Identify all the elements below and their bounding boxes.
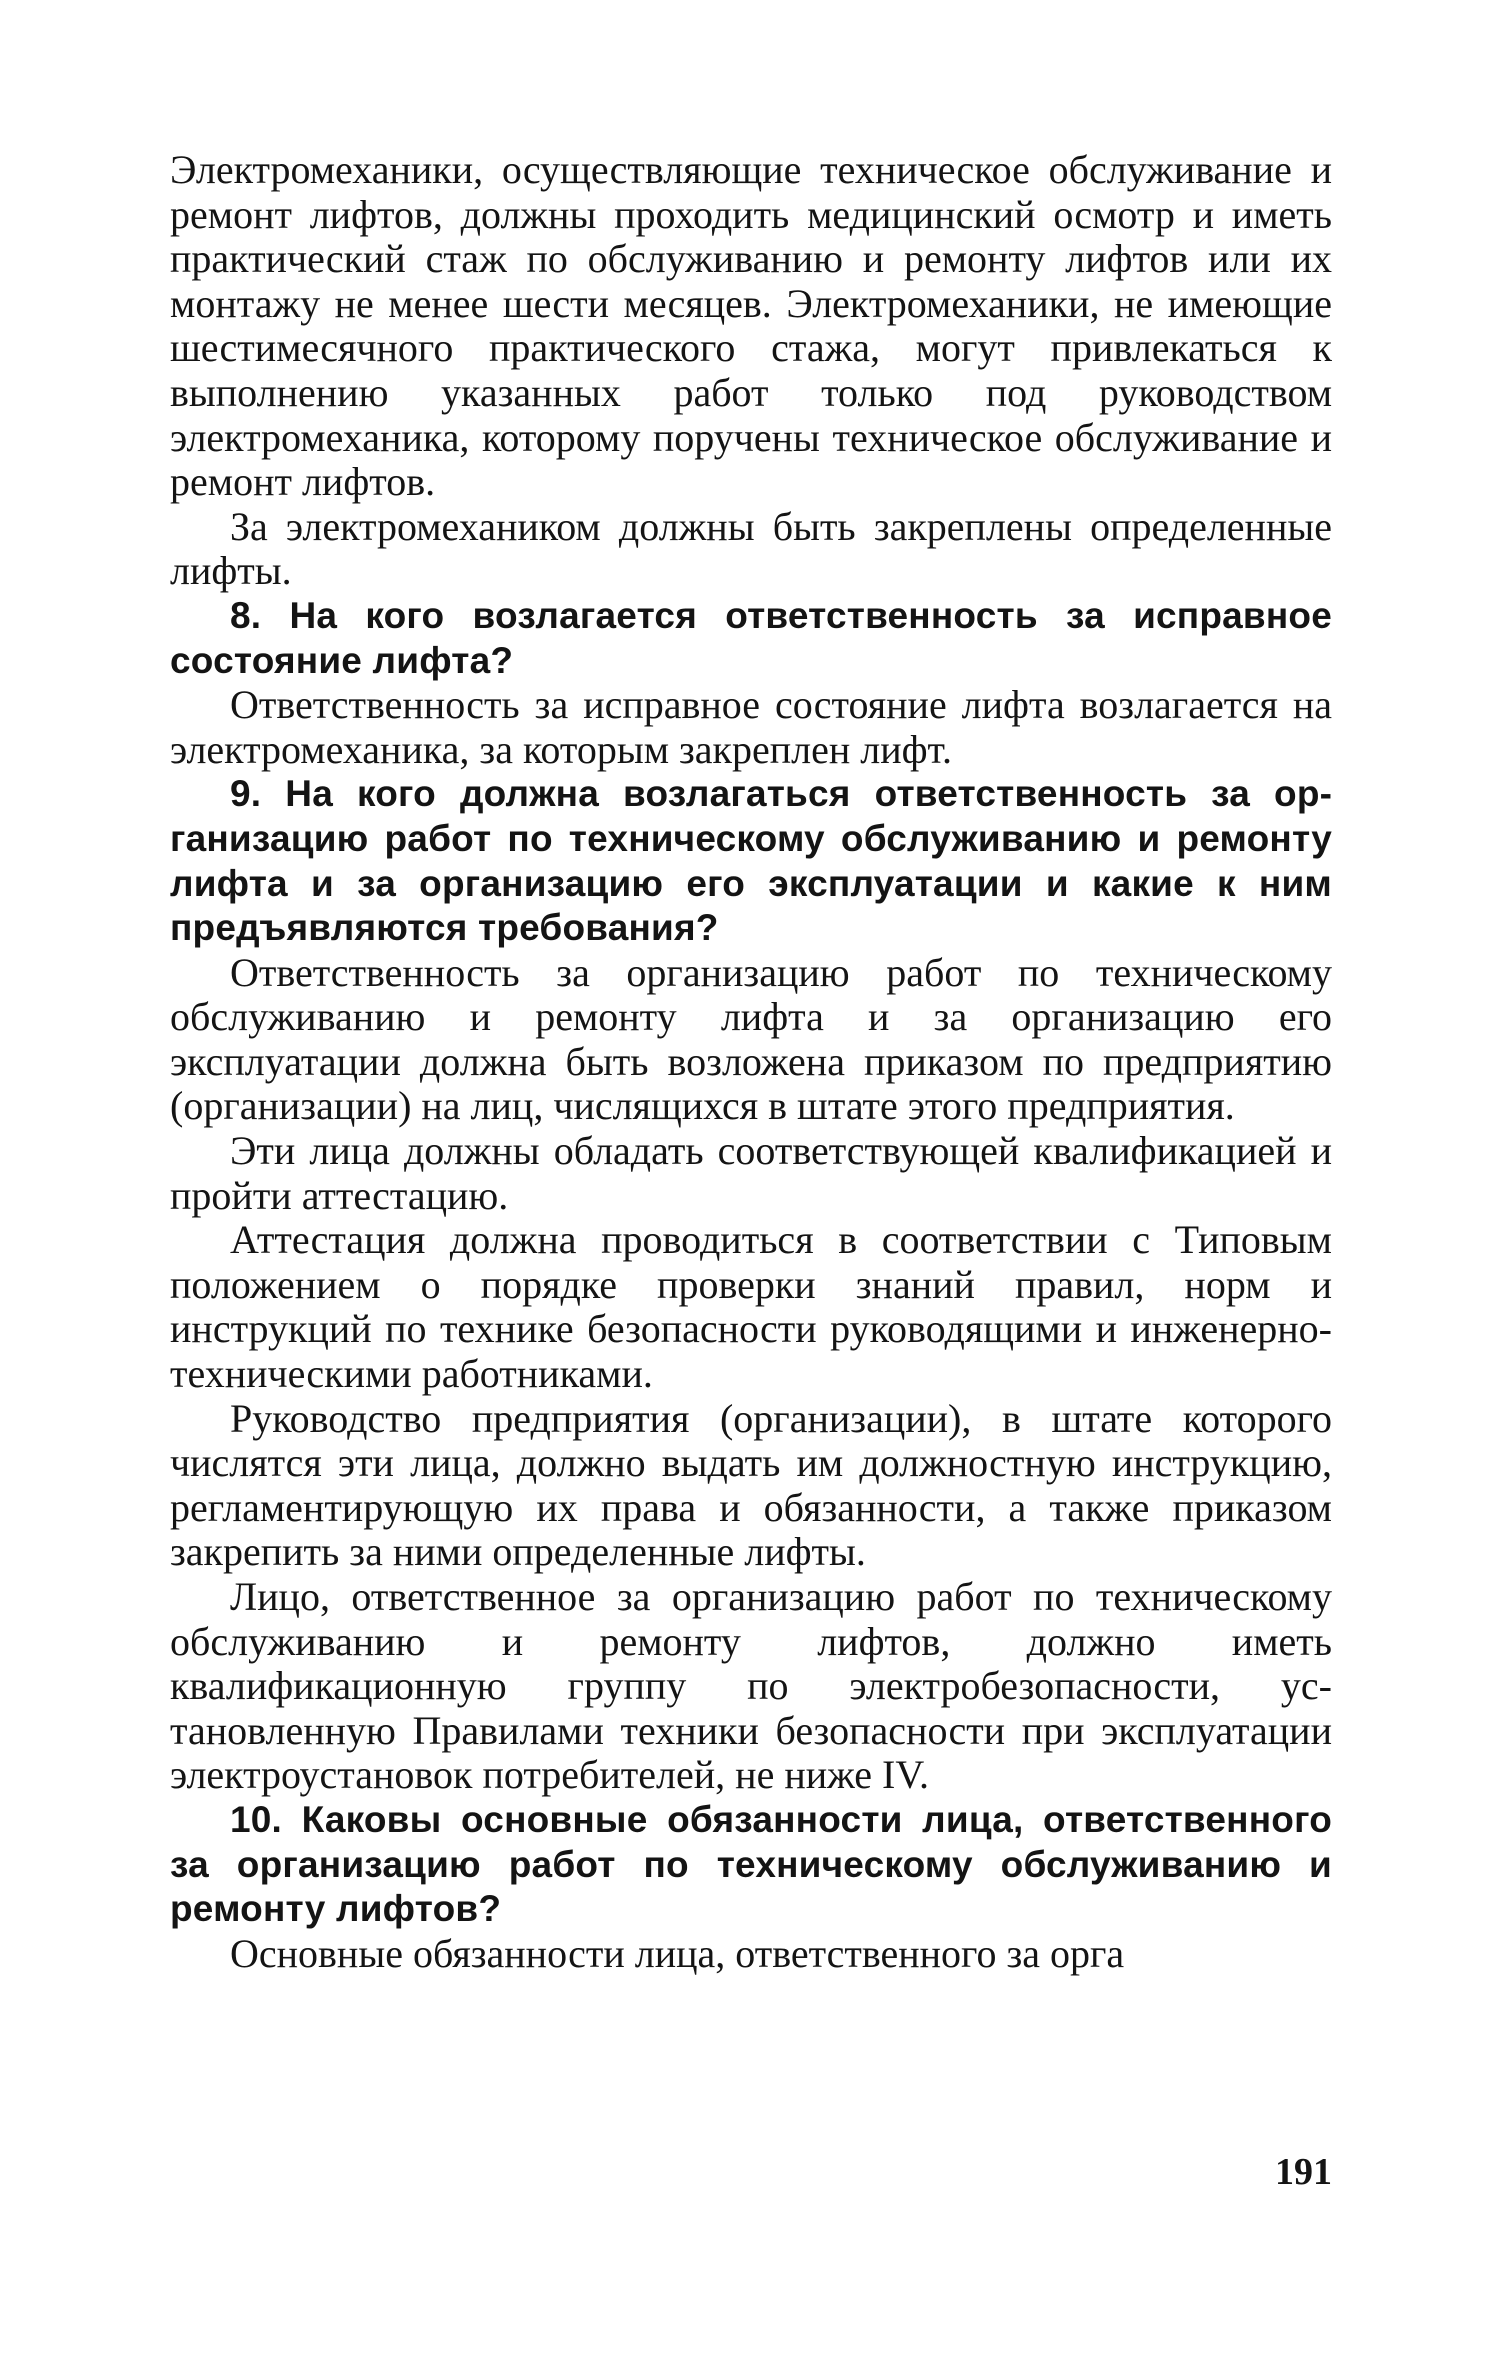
paragraph: Руководство предприятия (организации), в штате которого числятся эти лица, должно выдать им должностную инструкцию, регламентирующую их права и обязанности, а также приказом закрепить за ними определенные лифты. — [170, 1395, 1332, 1575]
paragraph: Лицо, ответственное за организацию работ по техническому обслуживанию и ремонту лифтов, должно иметь квалификационную группу по электробезопасности, установленную Правилами техники безопасности при эксплуатации электроустановок потребителей, не ниже IV. — [170, 1574, 1332, 1798]
question-heading: 8. На кого возлагается ответственность за исправное состояние лифта? — [170, 594, 1332, 681]
question-heading: 9. На кого должна возлагаться ответственность за организацию работ по техническому обслуживанию и ремонту лифта и за организацию его эксплуатации и какие к ним предъявляются требования? — [170, 773, 1332, 949]
page-number: 191 — [1275, 2151, 1332, 2193]
question-heading: 10. Каковы основные обязанности лица, ответственного за организацию работ по техническому обслуживанию и ремонту лифтов? — [170, 1798, 1332, 1930]
paragraph: Электромеханики, осуществляющие техническое обслуживание и ремонт лифтов, должны проходить медицинский осмотр и иметь практический стаж по обслуживанию и ремонту лифтов или их монтажу не менее шести месяцев. Электромеханики, не имеющие шестимесячного практического стажа, могут привлекаться к выполнению указанных работ только под руководством электромеханика, которому поручены техническое обслуживание и ремонт лифтов. — [170, 147, 1332, 505]
paragraph: Основные обязанности лица, ответственного за орга — [230, 1930, 1125, 1976]
page-body — [170, 148, 1332, 1976]
paragraph: Ответственность за исправное состояние лифта возлагается на электромеханика, за которым закреплен лифт. — [170, 682, 1332, 772]
paragraph: Ответственность за организацию работ по техническому обслуживанию и ремонту лифта и за организацию его эксплуатации должна быть возложена приказом по предприятию (организации) на лиц, числящихся в штате этого предприятия. — [170, 949, 1332, 1129]
paragraph: За электромехаником должны быть закреплены определенные лифты. — [170, 503, 1332, 594]
paragraph: Аттестация должна проводиться в соответствии с Типовым положением о порядке проверки знаний правил, норм и инструкций по технике безопасности руководящими и инженерно-техническими работниками. — [170, 1217, 1332, 1397]
paragraph: Эти лица должны обладать соответствующей квалификацией и пройти аттестацию. — [170, 1128, 1332, 1218]
